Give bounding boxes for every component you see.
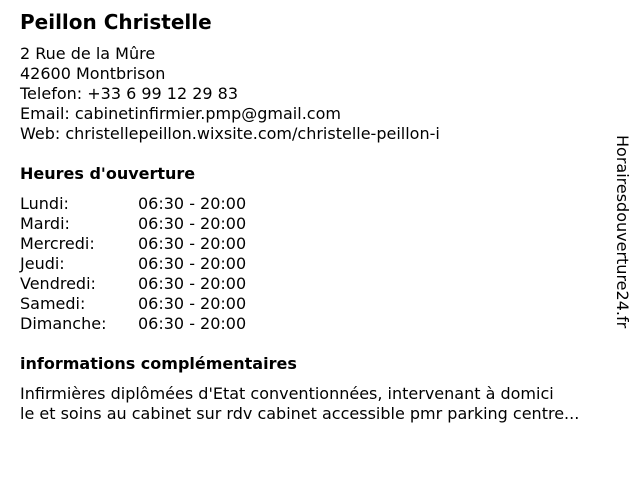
time-range: 06:30 - 20:00 (138, 254, 247, 273)
day-label: Samedi: (20, 294, 86, 313)
day-label: Mardi: (20, 214, 70, 233)
hours-row-samedi (20, 294, 320, 314)
hours-row-jeudi (20, 254, 320, 274)
day-label: Mercredi: (20, 234, 95, 253)
opening-hours-list (20, 194, 320, 334)
additional-info-text (20, 384, 630, 424)
hours-row-lundi (20, 194, 320, 214)
time-range: 06:30 - 20:00 (138, 274, 247, 293)
email-address[interactable]: Email: cabinetinfirmier.pmp@gmail.com (20, 104, 341, 123)
additional-info-heading: informations complémentaires (20, 354, 297, 373)
info-line: Infirmières diplômées d'Etat conventionnées, intervenant à domici (20, 384, 554, 403)
hours-row-dimanche (20, 314, 320, 334)
day-label: Vendredi: (20, 274, 96, 293)
day-label: Lundi: (20, 194, 69, 213)
day-label: Jeudi: (20, 254, 65, 273)
hours-row-mercredi (20, 234, 320, 254)
time-range: 06:30 - 20:00 (138, 194, 247, 213)
opening-hours-heading: Heures d'ouverture (20, 164, 196, 183)
hours-row-mardi (20, 214, 320, 234)
time-range: 06:30 - 20:00 (138, 314, 247, 333)
hours-row-vendredi (20, 274, 320, 294)
website-link[interactable]: Web: christellepeillon.wixsite.com/christelle-peillon-i (20, 124, 440, 143)
site-watermark (611, 135, 633, 345)
contact-block (20, 44, 440, 144)
address-street: 2 Rue de la Mûre (20, 44, 156, 63)
address-city: 42600 Montbrison (20, 64, 166, 83)
business-name: Peillon Christelle (20, 10, 212, 34)
time-range: 06:30 - 20:00 (138, 234, 247, 253)
info-line: le et soins au cabinet sur rdv cabinet accessible pmr parking centre... (20, 404, 580, 423)
time-range: 06:30 - 20:00 (138, 294, 247, 313)
watermark-text: Horairesdouverture24.fr (613, 135, 632, 329)
day-label: Dimanche: (20, 314, 107, 333)
time-range: 06:30 - 20:00 (138, 214, 247, 233)
phone-number[interactable]: Telefon: +33 6 99 12 29 83 (20, 84, 239, 103)
